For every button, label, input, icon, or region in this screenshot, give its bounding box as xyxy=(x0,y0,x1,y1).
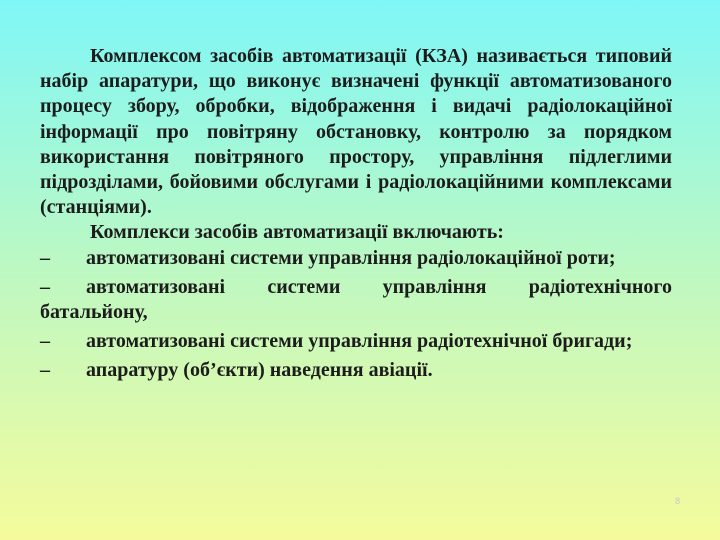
list-item-text: автоматизовані системи управління радіотехнічного батальйону, xyxy=(40,275,672,324)
dash-bullet: – xyxy=(40,359,50,382)
list-item-text: автоматизовані системи управління радіолокаційної роти; xyxy=(86,246,616,269)
page-number: 8 xyxy=(674,496,680,506)
list-item xyxy=(40,275,672,325)
dash-bullet: – xyxy=(40,275,50,298)
slide-content xyxy=(40,44,672,388)
automation-list xyxy=(40,246,672,384)
list-item xyxy=(40,358,672,383)
definition-paragraph: Комплексом засобів автоматизації (КЗА) називається типовий набір апаратури, що виконує визначені функції автоматизованого процесу збору, обробки, відображення і видачі радіолокаційної інформації про повітряну обстановку, контролю за порядком використання повітряного простору, управління підлеглими підрозділами, бойовими обслугами і радіолокаційними комплексами (станціями). xyxy=(40,45,672,219)
dash-bullet: – xyxy=(40,246,50,269)
list-intro: Комплекси засобів автоматизації включають: xyxy=(90,221,504,244)
list-item-text: апаратуру (об’єкти) наведення авіації. xyxy=(86,359,433,382)
list-item xyxy=(40,329,672,354)
list-item-text: автоматизовані системи управління радіотехнічної бригади; xyxy=(86,330,633,353)
list-item xyxy=(40,246,672,271)
dash-bullet: – xyxy=(40,330,50,353)
